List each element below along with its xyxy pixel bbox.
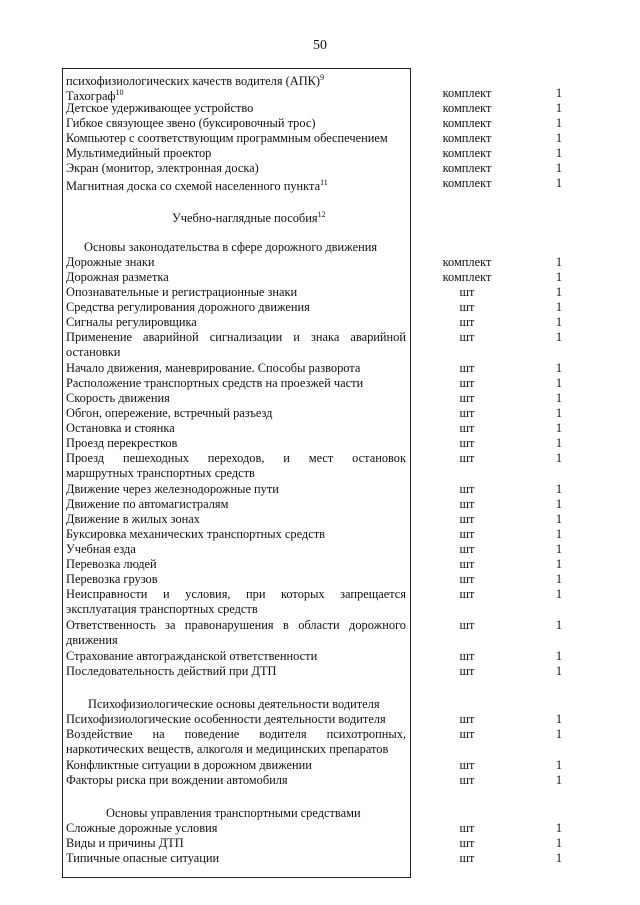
item-name: Гибкое связующее звено (буксировочный трос) xyxy=(66,116,316,130)
item-name: Типичные опасные ситуации xyxy=(66,851,220,865)
equipment-table xyxy=(62,0,582,905)
unit-cell: шт xyxy=(459,391,475,405)
section-title-psychophysiology: Психофизиологические основы деятельности водителя xyxy=(88,697,380,711)
unit-cell: комплект xyxy=(442,270,492,284)
item-name: Остановка и стоянка xyxy=(66,421,175,435)
item-name: Конфликтные ситуации в дорожном движении xyxy=(66,758,312,772)
quantity-cell: 1 xyxy=(555,836,563,850)
quantity-cell: 1 xyxy=(555,497,563,511)
quantity-cell: 1 xyxy=(555,315,563,329)
quantity-cell: 1 xyxy=(555,712,563,726)
quantity-cell: 1 xyxy=(555,773,563,787)
quantity-cell: 1 xyxy=(555,330,563,344)
quantity-cell: 1 xyxy=(555,557,563,571)
item-name: Опознавательные и регистрационные знаки xyxy=(66,285,298,299)
item-name: Буксировка механических транспортных средств xyxy=(66,527,325,541)
item-name: Компьютер с соответствующим программным обеспечением xyxy=(66,131,388,145)
quantity-cell: 1 xyxy=(555,131,563,145)
item-name: Последовательность действий при ДТП xyxy=(66,664,277,678)
item-name: Обгон, опережение, встречный разъезд xyxy=(66,406,273,420)
quantity-cell: 1 xyxy=(555,161,563,175)
page-number: 50 xyxy=(313,38,327,53)
item-name: Дорожные знаки xyxy=(66,255,155,269)
unit-cell: шт xyxy=(459,542,475,556)
item-name-continued: маршрутных транспортных средств xyxy=(66,466,255,480)
unit-cell: шт xyxy=(459,482,475,496)
quantity-cell: 1 xyxy=(555,376,563,390)
footnote-mark: 10 xyxy=(115,88,124,97)
footnote-mark: 12 xyxy=(317,210,326,219)
unit-cell: комплект xyxy=(442,116,492,130)
item-name: Неисправности и условия, при которых запрещается xyxy=(66,587,406,601)
unit-cell: шт xyxy=(459,587,475,601)
quantity-cell: 1 xyxy=(555,86,563,100)
item-name: Учебная езда xyxy=(66,542,136,556)
unit-cell: шт xyxy=(459,436,475,450)
unit-cell: комплект xyxy=(442,101,492,115)
quantity-cell: 1 xyxy=(555,255,563,269)
unit-cell: шт xyxy=(459,557,475,571)
quantity-cell: 1 xyxy=(555,572,563,586)
unit-cell: шт xyxy=(459,773,475,787)
section-heading-aids: Учебно-наглядные пособия$^{12}$ xyxy=(172,210,326,226)
item-name-continued: движения xyxy=(66,633,118,647)
unit-cell: комплект xyxy=(442,176,492,190)
quantity-cell: 1 xyxy=(555,821,563,835)
quantity-cell: 1 xyxy=(555,851,563,865)
unit-cell: комплект xyxy=(442,161,492,175)
quantity-cell: 1 xyxy=(555,176,563,190)
item-name: Начало движения, маневрирование. Способы разворота xyxy=(66,361,361,375)
unit-cell: шт xyxy=(459,330,475,344)
unit-cell: шт xyxy=(459,758,475,772)
item-name: Ответственность за правонарушения в области дорожного xyxy=(66,618,406,632)
section-title-legislation: Основы законодательства в сфере дорожного движения xyxy=(84,240,378,254)
item-name-continued: остановки xyxy=(66,345,121,359)
unit-cell: шт xyxy=(459,664,475,678)
item-name: Проезд перекрестков xyxy=(66,436,178,450)
unit-cell: шт xyxy=(459,712,475,726)
item-name: Перевозка грузов xyxy=(66,572,158,586)
item-name: Воздействие на поведение водителя психотропных, xyxy=(66,727,406,741)
quantity-cell: 1 xyxy=(555,436,563,450)
unit-cell: шт xyxy=(459,406,475,420)
quantity-cell: 1 xyxy=(555,406,563,420)
quantity-cell: 1 xyxy=(555,101,563,115)
unit-cell: шт xyxy=(459,851,475,865)
quantity-cell: 1 xyxy=(555,649,563,663)
quantity-cell: 1 xyxy=(555,116,563,130)
item-name: Движение через железнодорожные пути xyxy=(66,482,279,496)
quantity-cell: 1 xyxy=(555,285,563,299)
footnote-mark: 11 xyxy=(320,178,328,187)
quantity-cell: 1 xyxy=(555,391,563,405)
unit-cell: шт xyxy=(459,376,475,390)
unit-cell: шт xyxy=(459,497,475,511)
quantity-cell: 1 xyxy=(555,146,563,160)
unit-cell: комплект xyxy=(442,131,492,145)
unit-cell: шт xyxy=(459,618,475,632)
item-name: Перевозка людей xyxy=(66,557,157,571)
quantity-cell: 1 xyxy=(555,512,563,526)
unit-cell: шт xyxy=(459,649,475,663)
item-name: Экран (монитор, электронная доска) xyxy=(66,161,259,175)
item-name: Виды и причины ДТП xyxy=(66,836,184,850)
item-name: Применение аварийной сигнализации и знака аварийной xyxy=(66,330,406,344)
footnote-mark: 9 xyxy=(320,73,325,82)
item-name: Дорожная разметка xyxy=(66,270,169,284)
item-name-continued: эксплуатация транспортных средств xyxy=(66,602,258,616)
unit-cell: шт xyxy=(459,727,475,741)
unit-cell: шт xyxy=(459,285,475,299)
item-name: Средства регулирования дорожного движения xyxy=(66,300,310,314)
quantity-cell: 1 xyxy=(555,618,563,632)
unit-cell: шт xyxy=(459,315,475,329)
item-name: Расположение транспортных средств на проезжей части xyxy=(66,376,364,390)
quantity-cell: 1 xyxy=(555,727,563,741)
quantity-cell: 1 xyxy=(555,421,563,435)
quantity-cell: 1 xyxy=(555,542,563,556)
item-name: Мультимедийный проектор xyxy=(66,146,212,160)
unit-cell: шт xyxy=(459,300,475,314)
unit-cell: комплект xyxy=(442,255,492,269)
item-name: Движение в жилых зонах xyxy=(66,512,200,526)
quantity-cell: 1 xyxy=(555,451,563,465)
item-name: Движение по автомагистралям xyxy=(66,497,229,511)
item-name: Проезд пешеходных переходов, и мест остановок xyxy=(66,451,406,465)
unit-cell: комплект xyxy=(442,86,492,100)
item-name: Факторы риска при вождении автомобиля xyxy=(66,773,288,787)
unit-cell: шт xyxy=(459,512,475,526)
item-name: Сигналы регулировщика xyxy=(66,315,197,329)
item-name: Магнитная доска со схемой населенного пункта$^{11}$ xyxy=(66,178,328,194)
item-name-continued: наркотических веществ, алкоголя и медицинских препаратов xyxy=(66,742,389,756)
quantity-cell: 1 xyxy=(555,270,563,284)
item-name: Тахограф$^{10}$ xyxy=(66,88,124,104)
item-name: Детское удерживающее устройство xyxy=(66,101,254,115)
item-name: Страхование автогражданской ответственности xyxy=(66,649,318,663)
section-title-vehicle-control: Основы управления транспортными средствами xyxy=(106,806,361,820)
quantity-cell: 1 xyxy=(555,300,563,314)
unit-cell: шт xyxy=(459,572,475,586)
quantity-cell: 1 xyxy=(555,587,563,601)
item-name: Сложные дорожные условия xyxy=(66,821,218,835)
unit-cell: комплект xyxy=(442,146,492,160)
quantity-cell: 1 xyxy=(555,361,563,375)
quantity-cell: 1 xyxy=(555,758,563,772)
unit-cell: шт xyxy=(459,527,475,541)
quantity-cell: 1 xyxy=(555,527,563,541)
quantity-cell: 1 xyxy=(555,664,563,678)
unit-cell: шт xyxy=(459,361,475,375)
item-name: психофизиологических качеств водителя (АПК)$^9$ xyxy=(66,73,325,89)
item-name: Скорость движения xyxy=(66,391,170,405)
unit-cell: шт xyxy=(459,836,475,850)
unit-cell: шт xyxy=(459,421,475,435)
unit-cell: шт xyxy=(459,451,475,465)
item-name: Психофизиологические особенности деятельности водителя xyxy=(66,712,386,726)
quantity-cell: 1 xyxy=(555,482,563,496)
unit-cell: шт xyxy=(459,821,475,835)
